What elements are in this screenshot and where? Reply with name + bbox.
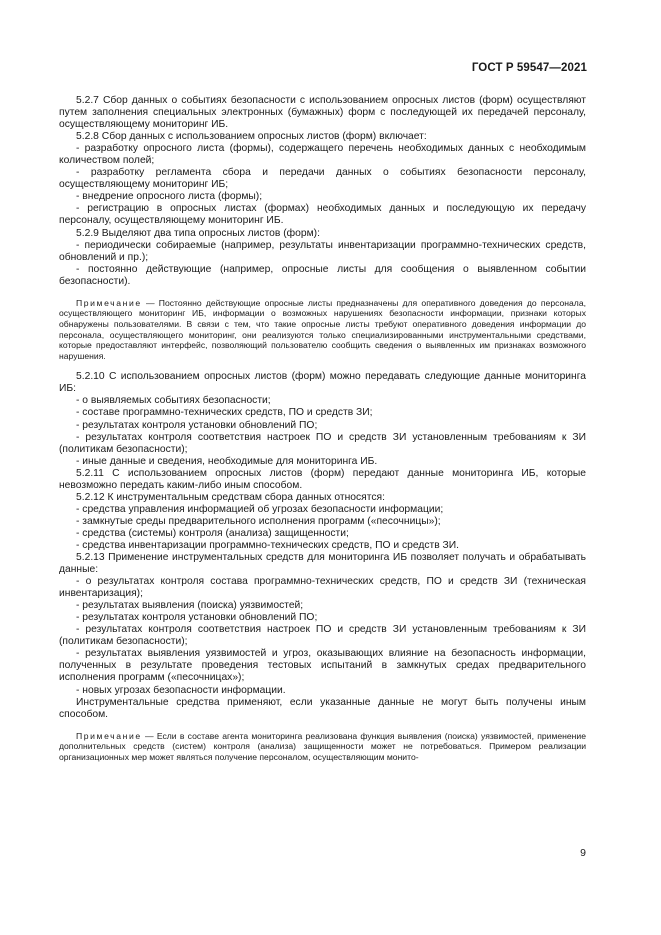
body-paragraph: - результатах контроля соответствия настроек ПО и средств ЗИ установленным требованиям к ЗИ (политикам безопасности); xyxy=(59,624,586,648)
body-paragraph: 5.2.11 С использованием опросных листов (форм) передают данные мониторинга ИБ, которые невозможно передать каким-либо иным способом. xyxy=(59,467,586,491)
document-body xyxy=(59,95,586,772)
note-label: Примечание xyxy=(76,297,142,308)
body-paragraph: - результатах контроля установки обновлений ПО; xyxy=(76,612,318,624)
note-paragraph xyxy=(59,298,586,362)
page-number: 9 xyxy=(580,847,586,859)
body-paragraph: - иные данные и сведения, необходимые для мониторинга ИБ. xyxy=(76,455,378,467)
body-paragraph: 5.2.7 Сбор данных о событиях безопасности с использованием опросных листов (форм) осуществляют путем заполнения специальных электронных (бумажных) форм с последующей их передачей персоналу, осуществляющему мониторинг ИБ. xyxy=(59,95,586,131)
body-paragraph: - средства управления информацией об угрозах безопасности информации; xyxy=(76,503,444,515)
note-text: — Если в составе агента мониторинга реализована функция выявления (поиска) уязвимостей, применение дополнительных средств (систем) контроля (анализа) защищенности может не потребоваться. Примером реализации организационных мер может являться получение персоналом, осуществляющим монито- xyxy=(59,730,586,762)
body-paragraph: Инструментальные средства применяют, если указанные данные не могут быть получены иным способом. xyxy=(59,696,586,720)
body-paragraph: - разработку опросного листа (формы), содержащего перечень необходимых данных с необходимым количеством полей; xyxy=(59,143,586,167)
note-label: Примечание xyxy=(76,730,142,741)
body-paragraph: - результатах выявления уязвимостей и угроз, оказывающих влияние на безопасность информации, полученных в результате проведения тестовых испытаний в замкнутых средах предварительного исполнения программ («песочницах»); xyxy=(59,648,586,684)
body-paragraph: 5.2.9 Выделяют два типа опросных листов (форм): xyxy=(76,227,320,239)
body-paragraph: - внедрение опросного листа (формы); xyxy=(76,191,263,203)
body-paragraph: - регистрацию в опросных листах (формах) необходимых данных и последующую их передачу персоналу, осуществляющему мониторинг ИБ. xyxy=(59,203,586,227)
body-paragraph: - о результатах контроля состава программно-технических средств, ПО и средств ЗИ (техническая инвентаризация); xyxy=(59,576,586,600)
body-paragraph: 5.2.12 К инструментальным средствам сбора данных относятся: xyxy=(76,491,385,503)
body-paragraph: - о выявляемых событиях безопасности; xyxy=(76,395,271,407)
body-paragraph: - результатах выявления (поиска) уязвимостей; xyxy=(76,600,304,612)
body-paragraph: 5.2.10 С использованием опросных листов (форм) можно передавать следующие данные мониторинга ИБ: xyxy=(59,371,586,395)
note-text: — Постоянно действующие опросные листы предназначены для оперативного доведения до персонала, осуществляющего мониторинг ИБ, информации о возможных нарушениях безопасности информации, признаки которых обнаружены пользователями. В связи с тем, что такие опросные листы требуют оперативного доведения информации до персонала, осуществляющего мониторинг, они реализуются только специализированными инструментальными средствами, которые предоставляют интерфейс, позволяющий пользователю сообщить сведения о выявленных им признаках возможного нарушения. xyxy=(59,297,586,361)
body-paragraph: - разработку регламента сбора и передачи данных о событиях безопасности персоналу, осуществляющему мониторинг ИБ; xyxy=(59,167,586,191)
body-paragraph: - средства (системы) контроля (анализа) защищенности; xyxy=(76,527,349,539)
body-paragraph: - постоянно действующие (например, опросные листы для сообщения о выявленном событии безопасности). xyxy=(59,263,586,287)
body-paragraph: - замкнутые среды предварительного исполнения программ («песочницы»); xyxy=(76,515,441,527)
body-paragraph: 5.2.13 Применение инструментальных средств для мониторинга ИБ позволяет получать и обрабатывать данные: xyxy=(59,552,586,576)
body-paragraph: - новых угрозах безопасности информации. xyxy=(76,684,286,696)
body-paragraph: - средства инвентаризации программно-технических средств, ПО и средств ЗИ. xyxy=(76,539,460,551)
body-paragraph: - составе программно-технических средств, ПО и средств ЗИ; xyxy=(76,407,373,419)
note-paragraph xyxy=(59,731,586,763)
body-paragraph: 5.2.8 Сбор данных с использованием опросных листов (форм) включает: xyxy=(76,131,427,143)
standard-designation: ГОСТ Р 59547—2021 xyxy=(471,62,587,74)
body-paragraph: - результатах контроля установки обновлений ПО; xyxy=(76,419,318,431)
body-paragraph: - результатах контроля соответствия настроек ПО и средств ЗИ установленным требованиям к ЗИ (политикам безопасности); xyxy=(59,431,586,455)
body-paragraph: - периодически собираемые (например, результаты инвентаризации программно-технических средств, обновлений и пр.); xyxy=(59,239,586,263)
